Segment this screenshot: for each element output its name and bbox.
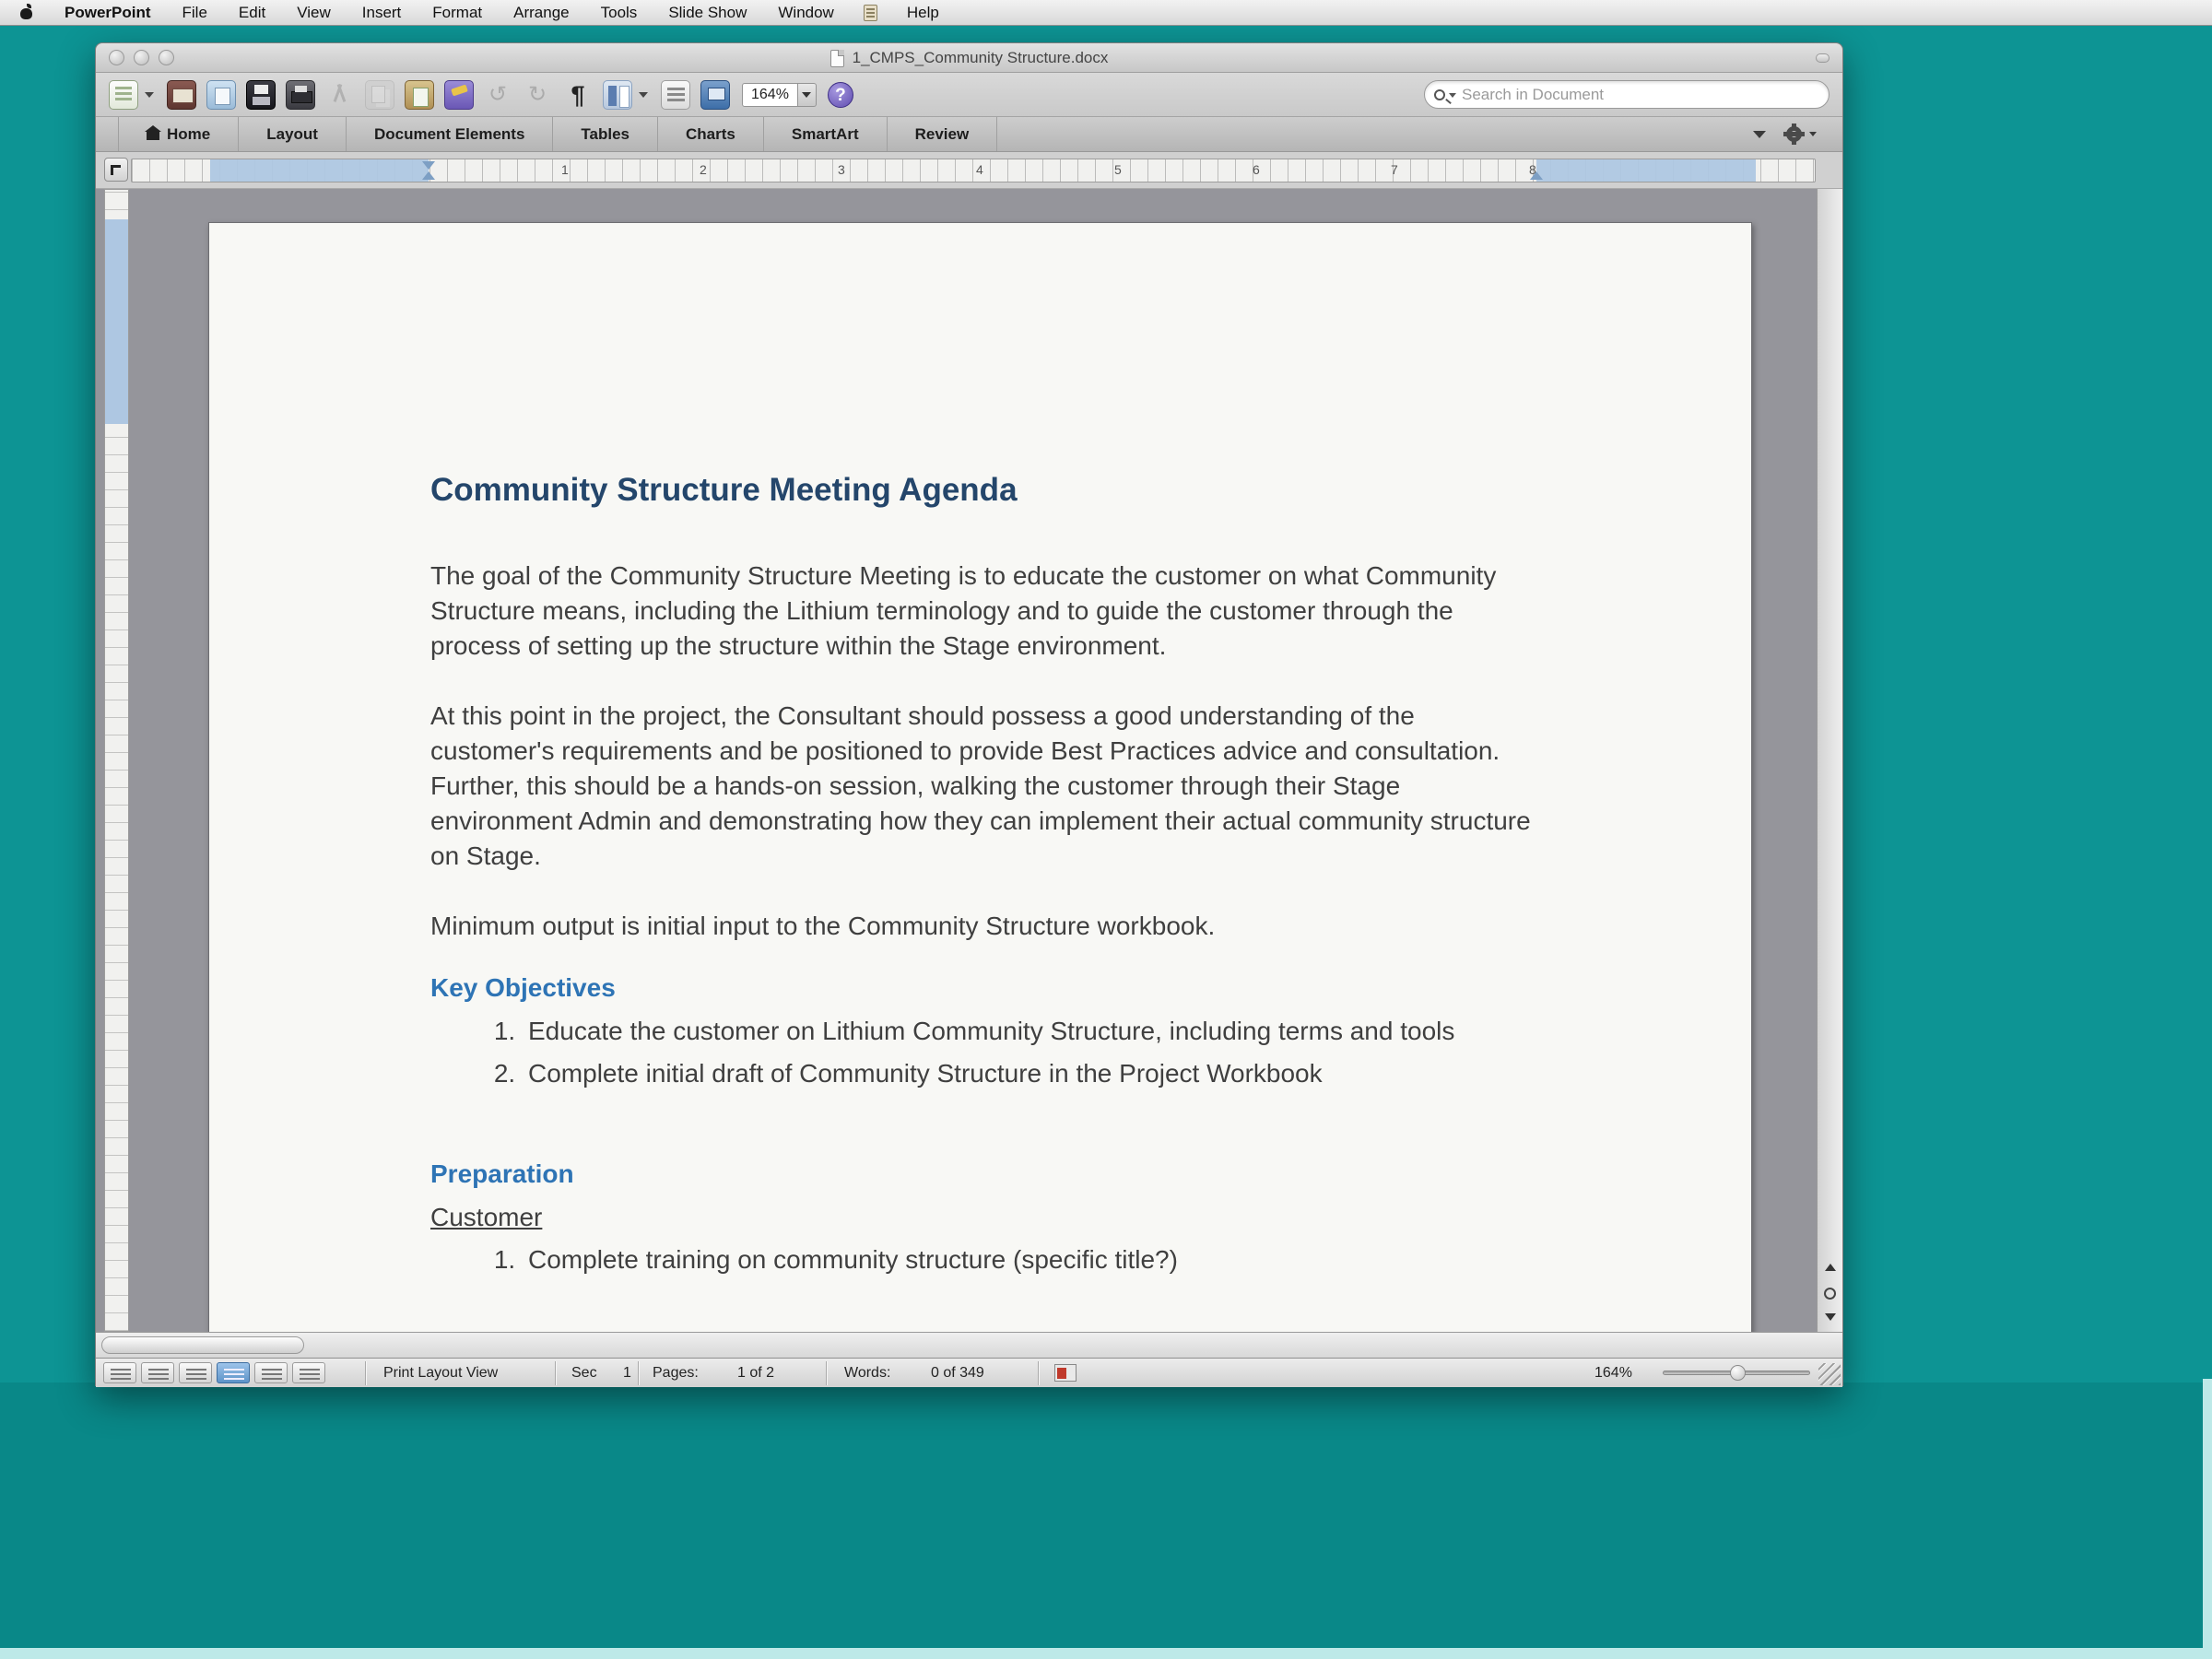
document-map-icon[interactable] — [661, 80, 690, 110]
section-label: Sec — [571, 1365, 597, 1381]
tab-home-label: Home — [167, 124, 211, 143]
zoom-slider[interactable] — [1663, 1371, 1810, 1375]
section-value: 1 — [623, 1365, 631, 1381]
tab-home[interactable] — [118, 117, 239, 151]
horizontal-ruler[interactable] — [131, 159, 1816, 182]
right-indent-marker[interactable] — [1530, 171, 1543, 180]
vertical-ruler-top-margin — [105, 219, 128, 424]
home-icon — [147, 132, 159, 140]
toolbar-toggle-button[interactable] — [1816, 53, 1830, 63]
preparation-subheading: Customer — [430, 1203, 543, 1231]
window-title: 1_CMPS_Community Structure.docx — [852, 49, 1109, 66]
list-item: 1. Educate the customer on Lithium Community Structure, including terms and tools — [523, 1014, 1532, 1049]
title-bar[interactable] — [96, 43, 1842, 73]
ruler-number: 7 — [1391, 162, 1398, 177]
title-wrap — [96, 43, 1842, 73]
preparation-heading: Preparation — [430, 1159, 574, 1188]
status-bar — [96, 1358, 1842, 1387]
help-icon[interactable]: ? — [828, 82, 853, 108]
zoom-slider-thumb[interactable] — [1730, 1365, 1746, 1381]
tab-tables-label: Tables — [581, 124, 629, 143]
document-area — [96, 189, 1842, 1332]
notebook-view-button[interactable] — [254, 1362, 288, 1383]
tab-document-elements-label: Document Elements — [373, 124, 525, 143]
copy-icon — [365, 80, 394, 110]
tab-stop-selector[interactable] — [104, 158, 128, 182]
apple-logo-icon[interactable] — [20, 6, 34, 19]
save-icon[interactable] — [246, 80, 276, 110]
view-switcher — [103, 1362, 325, 1383]
recent-documents-icon[interactable] — [206, 80, 236, 110]
menu-item-arrange[interactable]: Arrange — [513, 3, 570, 21]
tab-layout[interactable] — [239, 117, 347, 151]
show-formatting-marks-icon[interactable]: ¶ — [571, 80, 585, 109]
collapse-ribbon-icon[interactable] — [1753, 131, 1766, 138]
ruler-number: 5 — [1114, 162, 1122, 177]
menu-item-slide-show[interactable]: Slide Show — [668, 3, 747, 21]
new-document-dropdown-icon[interactable] — [145, 92, 154, 98]
menu-item-insert[interactable]: Insert — [361, 3, 402, 21]
key-objectives-heading: Key Objectives — [430, 973, 616, 1002]
tab-tables[interactable] — [553, 117, 658, 151]
undo-icon — [484, 80, 513, 110]
paste-icon[interactable] — [405, 80, 434, 110]
menu-item-tools[interactable]: Tools — [600, 3, 638, 21]
browse-object-button[interactable] — [1820, 1282, 1840, 1304]
tab-charts[interactable] — [658, 117, 764, 151]
tab-charts-label: Charts — [686, 124, 735, 143]
desktop-edge-bottom — [0, 1648, 2212, 1659]
page-layout-dropdown-icon[interactable] — [639, 92, 648, 98]
menu-item-window[interactable]: Window — [778, 3, 834, 21]
menu-item-view[interactable]: View — [297, 3, 331, 21]
document-icon — [830, 50, 844, 67]
doc-title: Community Structure Meeting Agenda — [430, 472, 1018, 508]
media-browser-icon[interactable] — [700, 80, 730, 110]
print-icon[interactable] — [286, 80, 315, 110]
words-value[interactable]: 0 of 349 — [931, 1365, 984, 1381]
vertical-ruler[interactable] — [104, 189, 129, 1332]
gear-icon[interactable] — [1786, 126, 1802, 142]
zoom-select[interactable] — [742, 83, 817, 107]
window-resize-grip[interactable] — [1818, 1363, 1841, 1385]
browse-object-icon — [1824, 1288, 1836, 1300]
desktop-edge-right — [2203, 1379, 2212, 1659]
paragraph-spacer — [430, 1099, 1532, 1158]
ruler-number: 8 — [1529, 162, 1536, 177]
draft-view-button[interactable] — [103, 1362, 136, 1383]
menu-item-file[interactable]: File — [182, 3, 207, 21]
next-page-button[interactable] — [1820, 1306, 1840, 1328]
doc-paragraph: The goal of the Community Structure Meeting is to educate the customer on what Community Structure means, including the Lithium terminology and to guide the customer through the process of setting up the structure within the Stage environment. — [430, 561, 1497, 660]
tab-layout-label: Layout — [266, 124, 318, 143]
search-field — [1424, 80, 1830, 109]
search-input[interactable] — [1462, 86, 1829, 104]
previous-page-button[interactable] — [1820, 1256, 1840, 1278]
pages-label: Pages: — [653, 1365, 699, 1381]
gear-dropdown-icon[interactable] — [1809, 132, 1817, 136]
words-label: Words: — [844, 1365, 891, 1381]
zoom-value: 164% — [742, 83, 798, 107]
menu-item-help[interactable]: Help — [906, 3, 939, 21]
menu-item-powerpoint[interactable]: PowerPoint — [65, 3, 151, 21]
ruler-number: 3 — [838, 162, 845, 177]
search-options-chevron-icon[interactable] — [1449, 93, 1456, 98]
print-layout-view-button[interactable] — [217, 1362, 250, 1383]
ribbon-tab-bar — [96, 117, 1842, 152]
menu-bar — [0, 0, 2212, 26]
applescript-menu-icon[interactable] — [864, 5, 877, 21]
open-icon[interactable] — [167, 80, 196, 110]
ruler-right-margin — [1536, 159, 1756, 182]
horizontal-scrollbar[interactable] — [96, 1332, 1842, 1358]
zoom-dropdown-icon[interactable] — [798, 83, 817, 107]
status-separator — [1038, 1361, 1039, 1385]
ruler-row — [96, 152, 1842, 189]
ruler-number: 2 — [700, 162, 707, 177]
arrow-up-icon — [1825, 1264, 1836, 1271]
search-icon — [1434, 89, 1445, 100]
standard-toolbar — [96, 73, 1842, 117]
doc-paragraph: At this point in the project, the Consultant should possess a good understanding of the customer's requirements and be positioned to provide Best Practices advice and consultation. Further, this should be a hands-on session, walking the customer through their Stage environment Admin and demonstrating how they can implement their actual community structure on Stage. — [430, 701, 1531, 870]
status-separator — [826, 1361, 827, 1385]
list-item: 2. Complete initial draft of Community Structure in the Project Workbook — [523, 1056, 1532, 1091]
menu-item-format[interactable]: Format — [432, 3, 483, 21]
tab-review-label: Review — [914, 124, 970, 143]
new-document-icon[interactable] — [109, 80, 138, 110]
pages-value[interactable]: 1 of 2 — [737, 1365, 775, 1381]
publishing-view-button[interactable] — [179, 1362, 212, 1383]
menu-item-edit[interactable]: Edit — [238, 3, 266, 21]
word-document-window — [95, 42, 1843, 1386]
page-layout-icon[interactable] — [603, 80, 632, 110]
tab-smartart-label: SmartArt — [791, 124, 859, 143]
outline-view-button[interactable] — [141, 1362, 174, 1383]
vertical-scrollbar[interactable] — [1817, 189, 1842, 1332]
track-changes-icon[interactable] — [1054, 1364, 1077, 1382]
tab-smartart[interactable] — [764, 117, 888, 151]
redo-icon — [524, 80, 553, 110]
tab-document-elements[interactable] — [347, 117, 553, 151]
page[interactable] — [208, 222, 1752, 1332]
status-zoom-value: 164% — [1594, 1365, 1632, 1381]
ribbon-controls — [1753, 117, 1842, 151]
cut-icon — [325, 80, 355, 110]
list-item: 1. Complete training on community structure (specific title?) — [523, 1242, 1532, 1277]
ruler-number: 1 — [561, 162, 569, 177]
format-painter-icon[interactable] — [444, 80, 474, 110]
hanging-indent-marker[interactable] — [422, 171, 435, 180]
doc-paragraph: Minimum output is initial input to the Community Structure workbook. — [430, 912, 1216, 940]
status-separator — [638, 1361, 639, 1385]
status-separator — [555, 1361, 556, 1385]
key-objectives-list — [430, 1014, 1532, 1091]
ruler-number: 4 — [976, 162, 983, 177]
horizontal-scroll-thumb[interactable] — [101, 1336, 304, 1354]
preparation-list — [430, 1242, 1532, 1277]
full-screen-view-button[interactable] — [292, 1362, 325, 1383]
arrow-down-icon — [1825, 1313, 1836, 1321]
first-line-indent-marker[interactable] — [422, 161, 435, 170]
tab-review[interactable] — [888, 117, 998, 151]
ruler-number: 6 — [1253, 162, 1260, 177]
status-separator — [365, 1361, 366, 1385]
view-mode-label: Print Layout View — [383, 1365, 499, 1381]
document-canvas[interactable] — [131, 189, 1817, 1332]
ruler-left-margin — [210, 159, 429, 182]
